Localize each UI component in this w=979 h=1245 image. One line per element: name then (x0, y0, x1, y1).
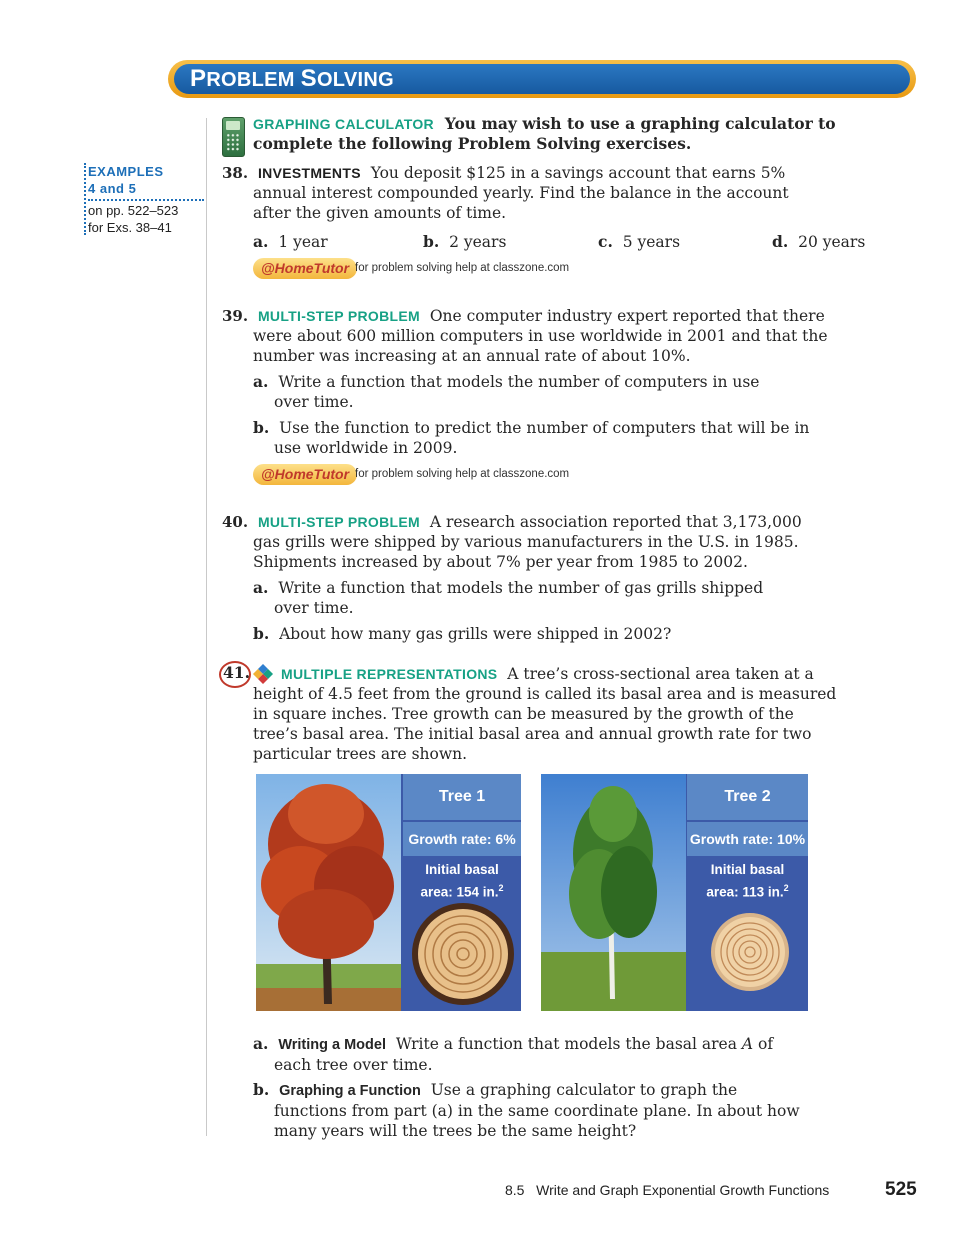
choice-a: a. 1 year (253, 232, 328, 251)
tree-1-growth-rate: Growth rate: 6% (403, 822, 521, 856)
exercise-40-label: MULTI-STEP PROBLEM (257, 514, 420, 530)
section-title: PROBLEM SOLVING (190, 65, 394, 92)
tree-1-photo (256, 774, 401, 1011)
margin-rule (206, 118, 207, 1136)
examples-sidebar (88, 163, 204, 236)
calculator-note-label: GRAPHING CALCULATOR (253, 116, 434, 132)
footer-section-title: 8.5 Write and Graph Exponential Growth Functions (505, 1182, 830, 1198)
tree-1-panel (256, 774, 521, 1011)
calculator-screen-icon (226, 121, 240, 130)
exercise-41: MULTIPLE REPRESENTATIONS A tree’s cross-sectional area taken at a height of 4.5 feet from the ground is called its basal area and is measured in square inches. Tree growth can be measured by the growth of the tree’s basal area. The initial basal area and annual growth rate for two particular trees are shown. (253, 665, 837, 763)
exercise-39-part-a: a. Write a function that models the number of computers in use over time. (253, 372, 760, 411)
tree-1-rings-icon (411, 902, 515, 1006)
tree-2-rings-icon (710, 912, 790, 992)
calculator-keys-icon (226, 133, 240, 151)
exercise-41-part-a: a. Writing a Model Write a function that models the basal area A of each tree over time. (253, 1034, 774, 1074)
exercise-39-part-b: b. Use the function to predict the number of computers that will be in use worldwide in 2009. (253, 418, 810, 457)
home-tutor-text: for problem solving help at classzone.com (355, 468, 570, 480)
examples-label: EXAMPLES (88, 164, 164, 179)
tree-2-photo (541, 774, 686, 1011)
exercise-41-number: 41. (223, 663, 250, 682)
home-tutor-badge[interactable]: @HomeTutor (253, 464, 357, 485)
exercise-40-part-b: b. About how many gas grills were shipped in 2002? (253, 624, 672, 643)
exercise-40: 40. MULTI-STEP PROBLEM A research association reported that 3,173,000 gas grills were shipped by various manufacturers in the U.S. in 1985. Shipments increased by about 7% per year from 1985 to 2002. (222, 513, 802, 571)
examples-exercises: for Exs. 38–41 (88, 220, 172, 235)
choice-c: c. 5 years (598, 232, 681, 251)
exercise-39-label: MULTI-STEP PROBLEM (257, 308, 420, 324)
tree-1-title: Tree 1 (403, 774, 521, 820)
home-tutor-text: for problem solving help at classzone.com (355, 262, 570, 274)
tree-2-panel (541, 774, 808, 1011)
exercise-39: 39. MULTI-STEP PROBLEM One computer industry expert reported that there were about 600 million computers in use worldwide in 2001 and that the number was increasing at an annual rate of about 10%. (222, 307, 828, 365)
tree-2-growth-rate: Growth rate: 10% (687, 822, 808, 856)
exercise-40-part-a: a. Write a function that models the number of gas grills shipped over time. (253, 578, 764, 617)
home-tutor-badge[interactable]: @HomeTutor (253, 258, 357, 279)
examples-pages: on pp. 522–523 (88, 203, 179, 218)
tree-2-title: Tree 2 (687, 774, 808, 820)
exercise-41-label: MULTIPLE REPRESENTATIONS (281, 666, 498, 682)
choice-b: b. 2 years (423, 232, 507, 251)
tree-1-basal-area: Initial basal area: 154 in.$^2$ (420, 862, 504, 900)
exercise-38-label: INVESTMENTS (257, 165, 361, 181)
page-number: 525 (885, 1179, 917, 1200)
exercise-38: 38. INVESTMENTS You deposit $125 in a savings account that earns 5% annual interest compounded yearly. Find the balance in the account after the given amounts of time. (222, 164, 789, 222)
choice-d: d. 20 years (772, 232, 866, 251)
calculator-note: GRAPHING CALCULATOR You may wish to use a graphing calculator to complete the following Problem Solving exercises. (253, 114, 836, 153)
exercise-41-part-b: b. Graphing a Function Use a graphing calculator to graph the functions from part (a) in the same coordinate plane. In about how many years will the trees be the same height? (253, 1080, 800, 1140)
examples-range[interactable]: 4 and 5 (88, 181, 137, 196)
tree-2-basal-area: Initial basal area: 113 in.$^2$ (706, 862, 789, 900)
